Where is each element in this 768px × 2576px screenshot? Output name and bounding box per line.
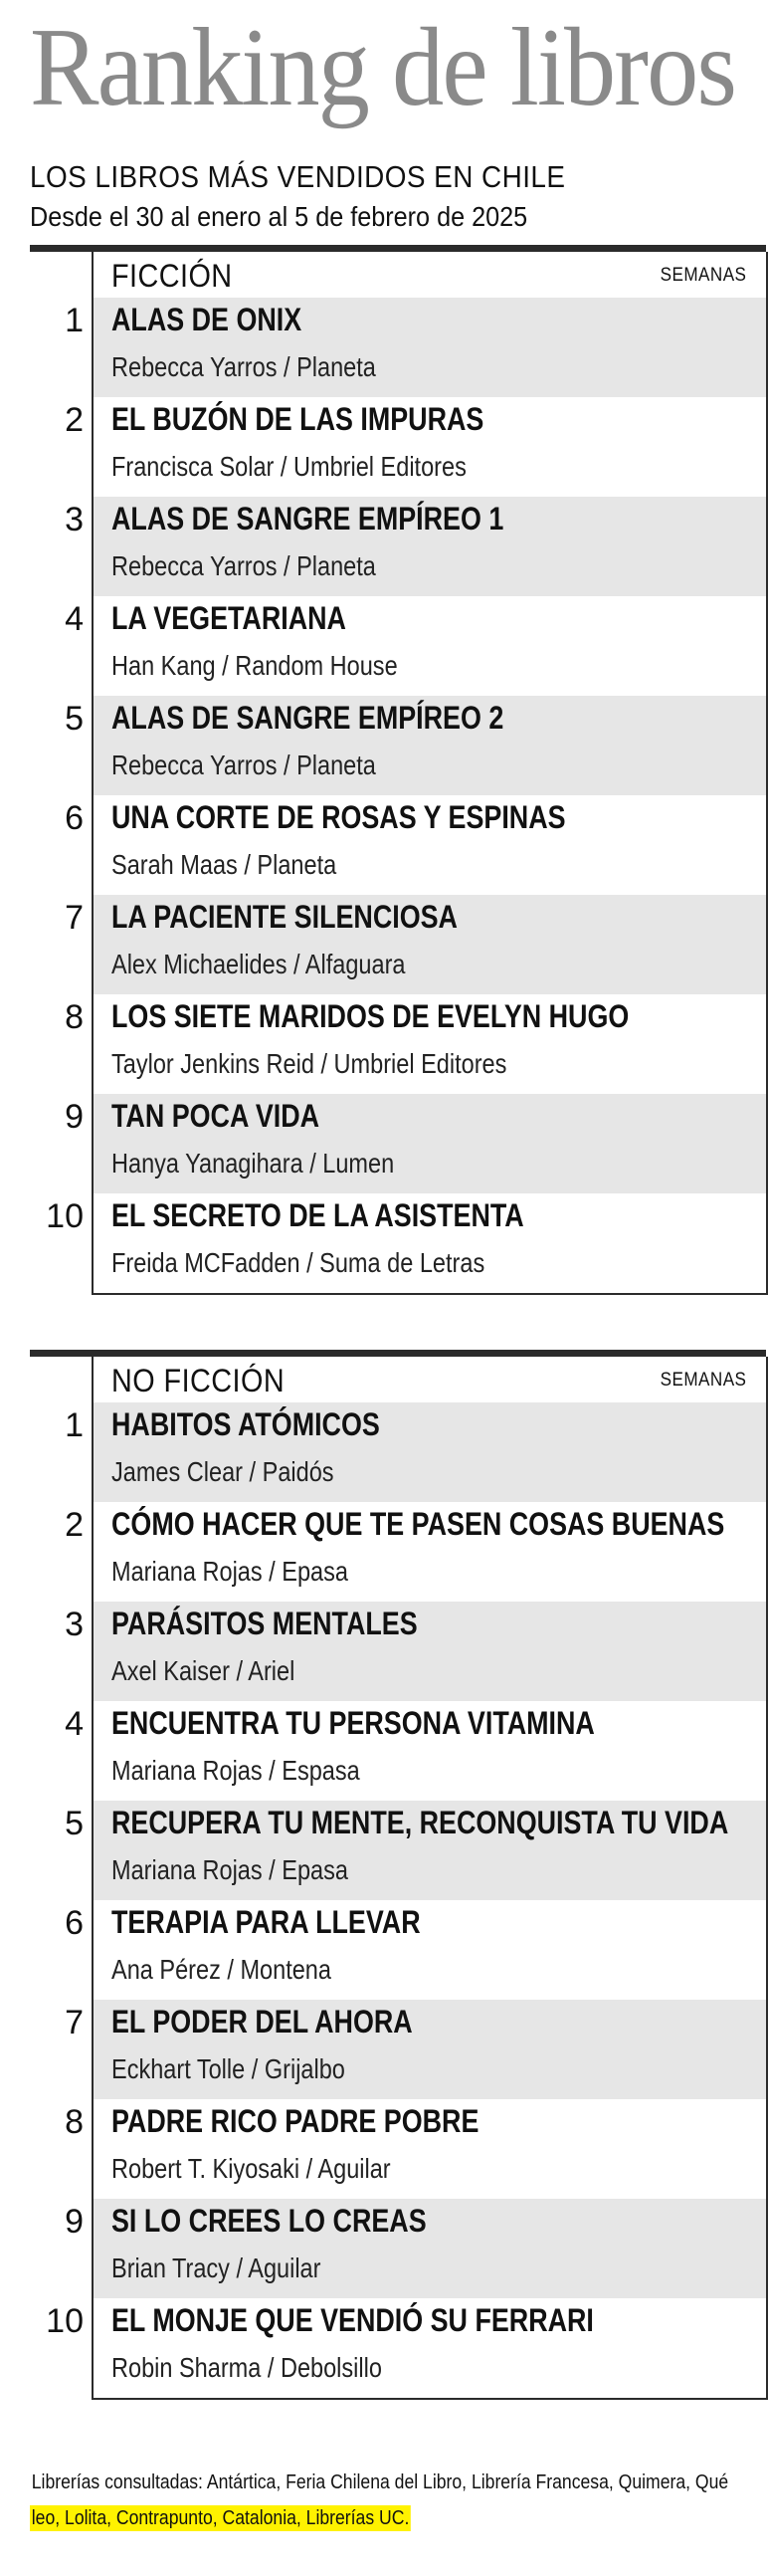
list-item: [65, 2099, 766, 2199]
author: Ana Pérez: [111, 1954, 221, 1985]
publisher: Planeta: [296, 351, 376, 382]
author: Han Kang: [111, 650, 216, 681]
book-title: SI LO CREES LO CREAS: [111, 2203, 427, 2239]
author: Sarah Maas: [111, 849, 238, 880]
author: Mariana Rojas: [111, 1755, 263, 1786]
list-item: [65, 397, 766, 497]
book-title: EL BUZÓN DE LAS IMPURAS: [111, 401, 484, 437]
author: Eckhart Tolle: [111, 2053, 246, 2084]
author: Hanya Yanagihara: [111, 1148, 303, 1179]
rank-number: 3: [65, 1606, 84, 1643]
author-publisher: Sarah Maas / Planeta: [111, 849, 337, 880]
author: Mariana Rojas: [111, 1556, 263, 1587]
publisher: Aguilar: [317, 2153, 391, 2184]
author-publisher: Taylor Jenkins Reid / Umbriel Editores: [111, 1048, 507, 1079]
book-title: LOS SIETE MARIDOS DE EVELYN HUGO: [111, 998, 630, 1034]
publisher: Paidós: [262, 1456, 334, 1487]
author-publisher: Brian Tracy / Aguilar: [111, 2253, 321, 2283]
author-publisher: Mariana Rojas / Espasa: [111, 1755, 360, 1786]
rank-number: 6: [65, 799, 84, 837]
rank-number: 1: [65, 1406, 84, 1444]
rank-number: 9: [65, 1098, 84, 1136]
author: Francisca Solar: [111, 451, 275, 482]
author: Brian Tracy: [111, 2253, 230, 2283]
section-header: [94, 1357, 766, 1402]
rank-number: 7: [65, 899, 84, 937]
publisher: Aguilar: [248, 2253, 321, 2283]
book-title: ALAS DE ONIX: [111, 302, 302, 337]
book-title: EL PODER DEL AHORA: [111, 2004, 413, 2039]
author-publisher: Axel Kaiser / Ariel: [111, 1655, 295, 1686]
author: James Clear: [111, 1456, 244, 1487]
publisher: Alfaguara: [304, 949, 406, 979]
page-title: Ranking de libros: [30, 6, 735, 129]
book-title: LA VEGETARIANA: [111, 600, 346, 636]
author: Rebecca Yarros: [111, 750, 278, 780]
publisher: Random House: [235, 650, 398, 681]
rank-number: 8: [65, 2103, 84, 2141]
rank-number: 9: [65, 2203, 84, 2241]
author-publisher: Ana Pérez / Montena: [111, 1954, 331, 1985]
author-publisher: Rebecca Yarros / Planeta: [111, 351, 376, 382]
list-item: [65, 1701, 766, 1801]
highlighted-text: Librerías consultadas: Antártica, Feria Chilena del Libro, Librería Francesa, Quimera, Qué: [31, 2471, 729, 2493]
book-title: PADRE RICO PADRE POBRE: [111, 2103, 480, 2139]
author-publisher: James Clear / Paidós: [111, 1456, 334, 1487]
sources-line-2: [30, 2500, 669, 2536]
date-range: Desde el 30 al enero al 5 de febrero de 2025: [30, 201, 528, 232]
list-item: [65, 696, 766, 795]
author-publisher: Robin Sharma / Debolsillo: [111, 2352, 382, 2383]
section-label: FICCIÓN: [111, 258, 233, 294]
rank-number: 3: [65, 501, 84, 538]
nonfiction-section: [30, 1350, 766, 2400]
list-item: [65, 1402, 766, 1502]
publisher: Umbriel Editores: [333, 1048, 507, 1079]
book-title: ALAS DE SANGRE EMPÍREO 1: [111, 501, 504, 537]
author-publisher: Mariana Rojas / Epasa: [111, 1854, 348, 1885]
rank-number: 5: [65, 1805, 84, 1842]
publisher: Debolsillo: [280, 2352, 382, 2383]
rank-number: 8: [65, 998, 84, 1036]
rank-number: 1: [65, 302, 84, 339]
author-publisher: Alex Michaelides / Alfaguara: [111, 949, 406, 979]
book-title: ALAS DE SANGRE EMPÍREO 2: [111, 700, 504, 736]
author: Rebecca Yarros: [111, 550, 278, 581]
list-item: [65, 497, 766, 596]
rank-number: 2: [65, 1506, 84, 1544]
author-publisher: Rebecca Yarros / Planeta: [111, 750, 376, 780]
fiction-section: [30, 245, 766, 1295]
list-item: [65, 1502, 766, 1602]
weeks-column-label: SEMANAS: [660, 1370, 746, 1391]
highlighted-text: leo, Lolita, Contrapunto, Catalonia, Librerías UC.: [31, 2507, 410, 2529]
section-divider: [30, 245, 766, 252]
author: Alex Michaelides: [111, 949, 288, 979]
author-publisher: Francisca Solar / Umbriel Editores: [111, 451, 467, 482]
author: Robin Sharma: [111, 2352, 262, 2383]
book-title: HABITOS ATÓMICOS: [111, 1406, 380, 1442]
publisher: Planeta: [296, 750, 376, 780]
book-title: LA PACIENTE SILENCIOSA: [111, 899, 458, 935]
publisher: Grijalbo: [264, 2053, 345, 2084]
publisher: Lumen: [322, 1148, 395, 1179]
rank-number: 2: [65, 401, 84, 439]
list-item: [65, 1900, 766, 2000]
book-title: EL MONJE QUE VENDIÓ SU FERRARI: [111, 2302, 594, 2338]
weeks-column-label: SEMANAS: [660, 265, 746, 286]
list-item: [65, 1801, 766, 1900]
author-publisher: Han Kang / Random House: [111, 650, 398, 681]
author-publisher: Hanya Yanagihara / Lumen: [111, 1148, 395, 1179]
list-item: [65, 1602, 766, 1701]
list-item: [65, 1094, 766, 1193]
publisher: Planeta: [296, 550, 376, 581]
author: Taylor Jenkins Reid: [111, 1048, 314, 1079]
author: Axel Kaiser: [111, 1655, 230, 1686]
book-title: TAN POCA VIDA: [111, 1098, 320, 1134]
author-publisher: Rebecca Yarros / Planeta: [111, 550, 376, 581]
list-item: [65, 895, 766, 994]
rank-number: 7: [65, 2004, 84, 2041]
author-publisher: Eckhart Tolle / Grijalbo: [111, 2053, 345, 2084]
list-item: [65, 795, 766, 895]
publisher: Planeta: [257, 849, 337, 880]
sources-footnote: [30, 2465, 756, 2536]
sources-line-1: [30, 2465, 729, 2500]
rank-number: 10: [46, 1197, 84, 1235]
book-title: TERAPIA PARA LLEVAR: [111, 1904, 421, 1940]
rank-number: 4: [65, 600, 84, 638]
publisher: Epasa: [282, 1854, 348, 1885]
list-item: [65, 994, 766, 1094]
list-item: [65, 298, 766, 397]
author-publisher: Freida MCFadden / Suma de Letras: [111, 1247, 485, 1278]
list-item: [46, 1193, 766, 1293]
author: Mariana Rojas: [111, 1854, 263, 1885]
publisher: Ariel: [248, 1655, 295, 1686]
book-title: RECUPERA TU MENTE, RECONQUISTA TU VIDA: [111, 1805, 729, 1840]
book-title: EL SECRETO DE LA ASISTENTA: [111, 1197, 524, 1233]
page-subtitle: LOS LIBROS MÁS VENDIDOS EN CHILE: [30, 159, 566, 194]
author: Rebecca Yarros: [111, 351, 278, 382]
nonfiction-list: [46, 1357, 768, 2400]
section-header: [94, 252, 766, 298]
rank-number: 4: [65, 1705, 84, 1743]
author-publisher: Robert T. Kiyosaki / Aguilar: [111, 2153, 391, 2184]
author: Robert T. Kiyosaki: [111, 2153, 300, 2184]
author-publisher: Mariana Rojas / Epasa: [111, 1556, 348, 1587]
book-title: PARÁSITOS MENTALES: [111, 1606, 418, 1641]
section-divider: [30, 1350, 766, 1357]
rank-number: 10: [46, 2302, 84, 2340]
section-label: NO FICCIÓN: [111, 1363, 286, 1398]
publisher: Umbriel Editores: [293, 451, 467, 482]
book-title: CÓMO HACER QUE TE PASEN COSAS BUENAS: [111, 1506, 725, 1542]
author: Freida MCFadden: [111, 1247, 300, 1278]
publisher: Epasa: [282, 1556, 348, 1587]
rank-number: 5: [65, 700, 84, 738]
list-item: [65, 596, 766, 696]
list-item: [65, 2199, 766, 2298]
list-item: [65, 2000, 766, 2099]
publisher: Espasa: [282, 1755, 360, 1786]
fiction-list: [46, 252, 768, 1295]
book-title: UNA CORTE DE ROSAS Y ESPINAS: [111, 799, 566, 835]
book-title: ENCUENTRA TU PERSONA VITAMINA: [111, 1705, 595, 1741]
publisher: Montena: [240, 1954, 331, 1985]
rank-number: 6: [65, 1904, 84, 1942]
list-item: [46, 2298, 766, 2398]
publisher: Suma de Letras: [319, 1247, 485, 1278]
